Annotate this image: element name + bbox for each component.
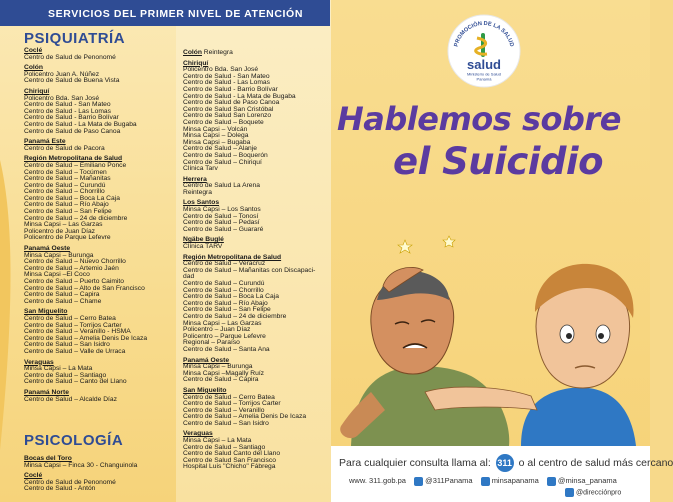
facebook-link[interactable]: minsapanama [491, 476, 539, 485]
facility-item: Centro de Salud La Arena [183, 182, 260, 190]
location-group [24, 65, 147, 85]
facility-item: Centro de Salud – Torrijos Carter [24, 321, 122, 329]
location-group [183, 237, 315, 250]
right-panel [331, 0, 673, 502]
facility-item: Centro de Salud – Amelia Denis De Icaza [24, 334, 148, 342]
facility-item: Minsa Capsi – Finca 30 - Changuinola [24, 461, 138, 469]
facility-item: Policentro Bda. San José [183, 66, 259, 74]
facility-item: Centro de Salud de Penonomé [24, 478, 116, 486]
facility-item: Centro de Salud Canto del Llano [183, 450, 281, 458]
location-group [24, 360, 147, 386]
location-name: Panamá Este [24, 138, 66, 146]
call-suffix: o al centro de salud más cercano [518, 456, 673, 469]
facility-item: Policentro – Juan Díaz [183, 326, 251, 334]
contact-footer [331, 446, 673, 502]
facility-item: Centro de Salud – 24 de diciembre [24, 214, 128, 222]
location-group [24, 473, 137, 493]
facility-item: Centro de Salud – Tonosí [183, 212, 259, 220]
location-name: Veraguas [24, 358, 54, 366]
facility-item: Centro de Salud de Penonomé [24, 53, 116, 61]
location-name: Panamá Oeste [183, 356, 230, 364]
location-group [24, 139, 147, 152]
handle2-link[interactable]: @direcciónpro [576, 489, 622, 497]
facility-item: Centro de Salud – Curundú [24, 181, 106, 189]
psiquiatria-title: PSIQUIATRÍA [24, 30, 126, 47]
location-name: Chiriquí [183, 59, 209, 67]
facility-item: Centro de Salud – Torrijos Carter [183, 400, 281, 408]
facility-item: Centro de Salud - Barrio Bolívar [183, 85, 278, 93]
facility-item: Policentro de Juan Díaz [24, 227, 96, 235]
facility-item: Centro de Salud – Emiliano Ponce [24, 161, 127, 169]
facility-item: Centro de Salud de Pacora [24, 144, 105, 152]
facility-item: Centro de Salud – Mañanitas con Discapaci- [183, 266, 316, 274]
facility-item: Centro de Salud – Santiago [24, 371, 107, 379]
facility-item: Minsa Capsi – Burunga [183, 363, 253, 371]
facility-item: Centro de Salud – Cerro Batea [24, 314, 116, 322]
location-name: Región Metropolitana de Salud [24, 155, 123, 163]
header-bar [0, 0, 330, 26]
location-group [183, 50, 315, 57]
facility-item: Centro de Salud – Chorrillo [183, 286, 264, 294]
location-name: Coclé [24, 47, 43, 54]
logo-word: salud [467, 57, 501, 72]
facility-item: Centro de Salud de Paso Canoa [24, 127, 121, 135]
facility-item: Centro de Salud - La Mata de Bugaba [183, 92, 296, 100]
facility-item: Centro de Salud – Capira [24, 291, 100, 299]
location-group [183, 358, 315, 384]
instagram-icon [547, 477, 556, 486]
facility-item: Minsa Capsi – Las Garzas [24, 221, 103, 229]
twitter-link[interactable]: @311Panama [425, 476, 473, 485]
facility-item: Clínica Tarv [183, 165, 218, 173]
location-group [183, 255, 315, 354]
facility-item: Centro de Salud San Cristóbal [183, 105, 274, 113]
facility-item: Centro de Salud – Boquerón [183, 151, 268, 159]
facility-item: Centro de Salud – San Isidro [24, 341, 110, 349]
location-group [183, 200, 315, 233]
facility-item: Centro de Salud – Capira [183, 376, 259, 384]
illustration-two-men [331, 196, 650, 446]
call-line [339, 454, 673, 472]
facility-item: Centro de Salud – Veracruz [183, 260, 266, 268]
location-group [24, 48, 147, 61]
header-title: SERVICIOS DEL PRIMER NIVEL DE ATENCIÓN [48, 8, 304, 20]
facility-item: Centro de Salud – Veranillo - HSMA [24, 328, 131, 336]
facility-item: Centro de Salud – San Felipe [24, 208, 112, 216]
facility-item: Centro de Salud – San Isidro [183, 419, 269, 427]
facility-item: Centro de Salud de Buena Vista [24, 77, 120, 85]
location-group [24, 456, 137, 469]
facility-item: Centro de Salud – Santa Ana [183, 345, 270, 353]
facility-item: Hospital Luis "Chicho" Fábrega [183, 463, 276, 471]
middle-list [183, 50, 315, 475]
facility-item: Minsa Capsi – Bugaba [183, 138, 251, 146]
facility-item: Centro de Salud – Alcalde Díaz [24, 395, 117, 403]
location-name: San Miguelito [24, 308, 68, 316]
facility-item: Centro de Salud San Lorenzo [183, 112, 272, 120]
location-name: Los Santos [183, 199, 220, 207]
middle-panel [176, 0, 331, 502]
location-name: Chiriquí [24, 87, 50, 95]
logo-arc-text: PROMOCIÓN DE LA SALUD [453, 20, 515, 48]
facility-item: Centro de Salud – Artemio Jaén [24, 264, 119, 272]
facility-item: Centro de Salud – Boca La Caja [24, 194, 120, 202]
location-group [183, 61, 315, 173]
location-name: Veraguas [183, 430, 213, 438]
location-name: Herrera [183, 175, 207, 183]
facility-item: dad [183, 273, 195, 281]
facility-item: Centro de Salud – Curundú [183, 280, 265, 287]
facility-item: Centro de Salud - San Mateo [183, 72, 270, 80]
psicologia-title: PSICOLOGÍA [24, 432, 124, 449]
facility-item: Centro de Salud – Pedasí [183, 219, 260, 227]
facility-item: Centro de Salud – Boca La Caja [183, 293, 279, 301]
facility-item: Centro de Salud – Nuevo Chorrillo [24, 258, 126, 266]
facility-item: Centro de Salud - Las Lomas [24, 107, 111, 115]
location-name: San Miguelito [183, 386, 227, 394]
secondary-handle [559, 488, 621, 497]
facility-item: Minsa Capsi –Magally Ruíz [183, 369, 265, 377]
ministerio-salud-logo [447, 14, 521, 88]
location-group [183, 177, 315, 197]
facility-item: Centro de Salud – Valle de Urraca [24, 347, 126, 355]
title-line2: el Suicidio [393, 140, 604, 183]
facility-item: Reintegra [183, 188, 212, 196]
psiquiatria-list [24, 48, 147, 407]
location-group [24, 89, 147, 135]
facility-item: Minsa Capsi – Dolega [183, 132, 249, 140]
facebook-icon [481, 477, 490, 486]
instagram-icon-2 [565, 488, 574, 497]
facility-item: Centro de Salud – Boquete [183, 118, 264, 126]
facility-item: Minsa Capsi – La Mata [24, 365, 93, 373]
facility-item: Centro de Salud – Guararé [183, 225, 264, 233]
instagram-link[interactable]: @minsa_panama [557, 476, 617, 485]
logo-sub1: Ministerio de Salud [466, 71, 502, 77]
facility-item: Policentro Bda. San José [24, 94, 100, 102]
title-line1: Hablemos sobre [337, 100, 621, 138]
facility-item: Centro de Salud – Chiriquí [183, 158, 262, 166]
facility-item: Centro de Salud – Chorrillo [24, 188, 105, 196]
phone-311-badge[interactable]: 311 [496, 454, 514, 472]
call-prefix: Para cualquier consulta llama al: [339, 456, 491, 469]
facility-item: Centro de Salud – Puerto Caimito [24, 278, 124, 285]
facility-item: Centro de Salud – Alanje [183, 145, 257, 153]
facility-item: Policentro de Parque Lefevre [24, 234, 111, 242]
facility-item: Centro de Salud – Amelia Denis De Icaza [183, 413, 307, 421]
facility-item: Centro de Salud de Paso Canoa [183, 99, 280, 107]
facility-item: Centro de Salud – Canto del Llano [24, 378, 127, 386]
facility-item: Centro de Salud – Santiago [183, 443, 266, 451]
facility-item: Centro de Salud – Mañanitas [24, 175, 111, 183]
location-group [24, 309, 147, 355]
facility-item: Clínica TARV [183, 243, 223, 251]
facility-item: Centro de Salud - Antón [24, 485, 96, 493]
facility-item: Policentro Juan A. Núñez [24, 70, 100, 78]
location-group [24, 390, 147, 403]
facility-item: Minsa Capsi – Burunga [24, 251, 94, 259]
facility-item: Centro de Salud San Francisco [183, 456, 276, 464]
facility-item: Centro de Salud – Río Abajo [24, 201, 109, 209]
facility-item: Centro de Salud – Alto de San Francisco [24, 284, 145, 292]
left-panel [0, 0, 176, 502]
twitter-icon [414, 477, 423, 486]
facility-item: Centro de Salud – 24 de diciembre [183, 312, 287, 320]
facility-item: Minsa Capsi –El Coco [24, 271, 90, 279]
decorative-curve-art [0, 160, 20, 450]
location-group [183, 388, 315, 428]
facility-item: Centro de Salud - Barrio Bolívar [24, 114, 119, 122]
logo-sub2: Panamá [476, 76, 492, 82]
location-name: Bocas del Toro [24, 455, 72, 462]
location-name: Panamá Oeste [24, 245, 71, 253]
facility-item: Minsa Capsi – Las Garzas [183, 319, 262, 327]
location-group [183, 431, 315, 471]
facility-item: Centro de Salud – Chame [24, 297, 102, 305]
facility-item: Minsa Capsi – Los Santos [183, 206, 261, 214]
location-group [24, 246, 147, 305]
facility-item: Centro de Salud – Río Abajo [183, 299, 268, 307]
location-name: Colón [24, 64, 43, 72]
psicologia-list [24, 456, 137, 497]
facility-item: Regional – Paraíso [183, 339, 240, 347]
social-line [349, 476, 617, 486]
facility-item: Policentro – Parque Lefevre [183, 332, 266, 340]
website-link[interactable]: www. 311.gob.pa [349, 476, 406, 485]
location-name: Panamá Norte [24, 388, 69, 396]
location-name: Coclé [24, 472, 43, 480]
facility-item: Centro de Salud – San Felipe [183, 306, 271, 314]
location-name: Colón [183, 49, 202, 56]
location-name: Ngäbe Buglé [183, 236, 224, 244]
facility-item: Centro de Salud – Cerro Batea [183, 393, 275, 401]
facility-item: Centro de Salud - La Mata de Bugaba [24, 120, 137, 128]
facility-item: Centro de Salud - San Mateo [24, 101, 111, 109]
location-inline-item: Reintegra [201, 49, 233, 56]
facility-item: Minsa Capsi – Volcán [183, 125, 248, 133]
facility-item: Centro de Salud - Las Lomas [183, 79, 270, 87]
location-group [24, 156, 147, 242]
facility-item: Minsa Capsi – La Mata [183, 437, 252, 445]
location-name: Región Metropolitana de Salud [183, 253, 282, 261]
facility-item: Centro de Salud – Veranillo [183, 406, 265, 414]
facility-item: Centro de Salud – Tocúmen [24, 168, 107, 176]
